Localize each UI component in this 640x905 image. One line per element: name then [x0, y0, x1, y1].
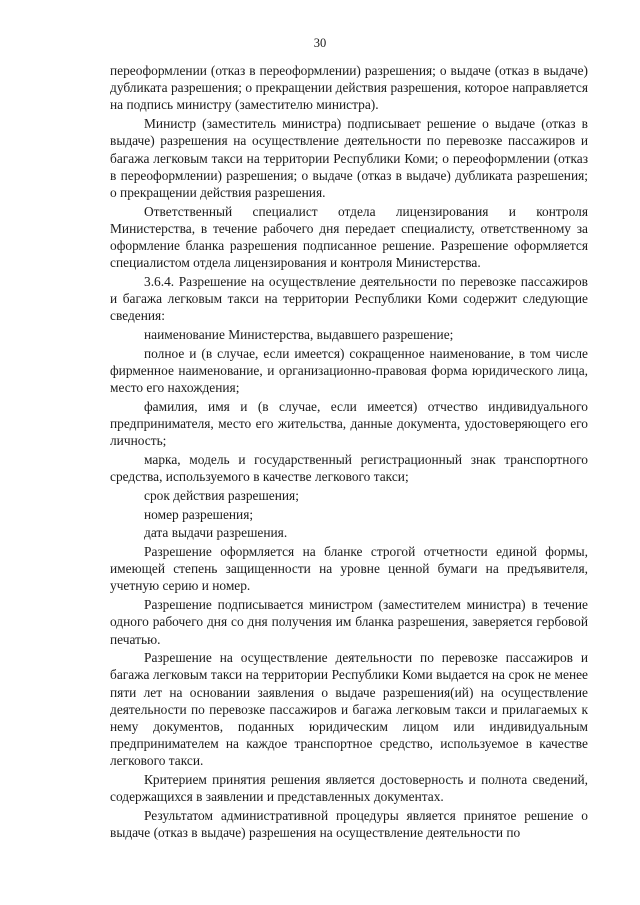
document-body: [110, 62, 588, 843]
list-item: срок действия разрешения;: [144, 487, 299, 503]
paragraph: Разрешение подписывается министром (заместителем министра) в течение одного рабочего дня со дня получения им бланка разрешения, заверяется гербовой печатью.: [110, 597, 588, 647]
page-number: 30: [313, 36, 327, 50]
paragraph: переоформлении (отказ в переоформлении) разрешения; о выдаче (отказ в выдаче) дубликата разрешения; о прекращении действия разрешения, которое направляется на подпись министру (заместителю министра).: [110, 63, 588, 113]
paragraph: Разрешение оформляется на бланке строгой отчетности единой формы, имеющей степень защищенности на уровне ценной бумаги на предъявителя, учетную серию и номер.: [110, 543, 588, 594]
list-item: дата выдачи разрешения.: [144, 525, 288, 541]
list-item: номер разрешения;: [144, 506, 254, 522]
paragraph: Результатом административной процедуры является принятое решение о выдаче (отказ в выдаче) разрешения на осуществление деятельности по: [110, 808, 588, 841]
paragraph: Ответственный специалист отдела лицензирования и контроля Министерства, в течение рабочего дня передает специалисту, ответственному за оформление бланка разрешения подписанное решение. Разрешение оформляется специалистом отдела лицензирования и контроля Министерства.: [110, 203, 588, 271]
list-item: полное и (в случае, если имеется) сокращенное наименование, в том числе фирменное наименование, и организационно-правовая форма юридического лица, место его нахождения;: [110, 345, 588, 396]
list-item: наименование Министерства, выдавшего разрешение;: [144, 327, 454, 343]
list-item: марка, модель и государственный регистрационный знак транспортного средства, используемого в качестве легкового такси;: [110, 451, 588, 485]
paragraph: Разрешение на осуществление деятельности по перевозке пассажиров и багажа легковым такси на территории Республики Коми выдается на срок не менее пяти лет на основании заявления о выдаче разрешения(ий) на осуществление деятельности по перевозке пассажиров и багажа легковым такси и прилагаемых к нему документов, поданных юридическим лицом или индивидуальным предпринимателем на каждое транспортное средство, используемое в качестве легкового такси.: [110, 650, 588, 769]
paragraph: Министр (заместитель министра) подписывает решение о выдаче (отказ в выдаче) разрешения на осуществление деятельности по перевозке пассажиров и багажа легковым такси на территории Республики Коми; о переоформлении (отказ в переоформлении) разрешения; о выдаче (отказ в выдаче) дубликата разрешения; о прекращении действия разрешения.: [110, 116, 588, 200]
paragraph: Критерием принятия решения является достоверность и полнота сведений, содержащихся в заявлении и представленных документах.: [110, 772, 588, 805]
paragraph: 3.6.4. Разрешение на осуществление деятельности по перевозке пассажиров и багажа легковым такси на территории Республики Коми содержит следующие сведения:: [110, 273, 588, 324]
list-item: фамилия, имя и (в случае, если имеется) отчество индивидуального предпринимателя, место его жительства, данные документа, удостоверяющего его личность;: [110, 398, 588, 449]
